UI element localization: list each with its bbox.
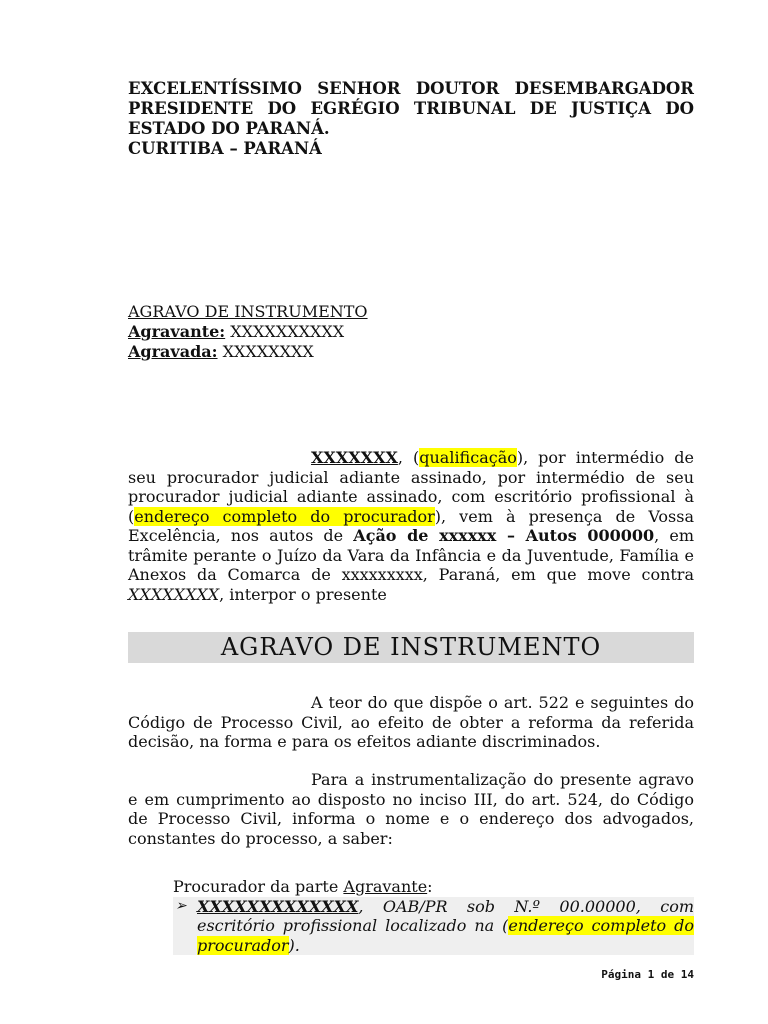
header-line-3: ESTADO DO PARANÁ. — [128, 119, 330, 138]
text-fragment: , OAB/PR sob N.º 00.00000, com escritório profissional localizado na ( — [197, 896, 694, 935]
opposing-party: XXXXXXXX — [128, 584, 220, 604]
text-fragment: , interpor o presente — [219, 584, 387, 604]
agravante-label: Agravante: — [128, 322, 226, 341]
case-title: AGRAVO DE INSTRUMENTO — [128, 302, 368, 321]
procurador-endereco-placeholder: endereço completo do procurador — [197, 916, 695, 955]
text-fragment: : — [427, 877, 433, 896]
paragraph-instrumentation: Para a instrumentalização do presente agravo e em cumprimento ao disposto no inciso III, do art. 524, do Código de Processo Civil, informa o nome e o endereço dos advogados, constantes do processo, a saber: — [128, 770, 694, 848]
party-name: XXXXXXX — [311, 448, 398, 467]
procurador-section — [173, 877, 694, 955]
agravante-line — [128, 322, 694, 342]
text-fragment: Procurador da parte — [173, 877, 344, 896]
arrow-bullet-icon: ➢ — [175, 897, 187, 914]
qualificacao-placeholder: qualificação — [419, 448, 517, 467]
header-line-2: PRESIDENTE DO EGRÉGIO TRIBUNAL DE JUSTIÇA DO — [128, 99, 694, 118]
paragraph-legal-basis: A teor do que dispõe o art. 522 e seguintes do Código de Processo Civil, ao efeito de obter a reforma da referida decisão, na forma e para os efeitos adiante discriminados. — [128, 693, 694, 751]
procurador-name: XXXXXXXXXXXXX — [197, 896, 359, 916]
opening-paragraph — [128, 448, 694, 604]
case-info — [128, 302, 694, 362]
addressee-header — [128, 79, 694, 159]
text-fragment: ), por intermédio de seu procurador judicial adiante assinado, por intermédio de seu procurador judicial adiante assinado, com escritório profissional à ( — [128, 448, 694, 526]
endereco-placeholder: endereço completo do procurador — [134, 506, 435, 526]
header-line-1: EXCELENTÍSSIMO SENHOR DOUTOR DESEMBARGADOR — [128, 79, 694, 98]
agravante-value: XXXXXXXXXX — [225, 322, 345, 341]
text-fragment: ). — [288, 935, 300, 955]
section-title-bar: AGRAVO DE INSTRUMENTO — [128, 632, 694, 663]
text-fragment: ), vem à presença de Vossa Excelência, nos autos de — [128, 506, 695, 545]
procurador-label — [173, 877, 694, 897]
agravada-label: Agravada: — [128, 342, 218, 361]
party-role: Agravante — [343, 877, 428, 896]
agravada-line — [128, 342, 694, 362]
agravada-value: XXXXXXXX — [217, 342, 314, 361]
text-fragment: , ( — [397, 448, 420, 467]
page-number: Página 1 de 14 — [601, 968, 694, 981]
text-fragment: , em trâmite perante o Juízo da Vara da Infância e da Juventude, Família e Anexos da Comarca de xxxxxxxxx, Paraná, em que move contra — [128, 526, 695, 584]
acao-autos: Ação de xxxxxx – Autos 000000 — [353, 526, 655, 545]
header-line-4: CURITIBA – PARANÁ — [128, 139, 322, 158]
procurador-item — [173, 897, 694, 956]
